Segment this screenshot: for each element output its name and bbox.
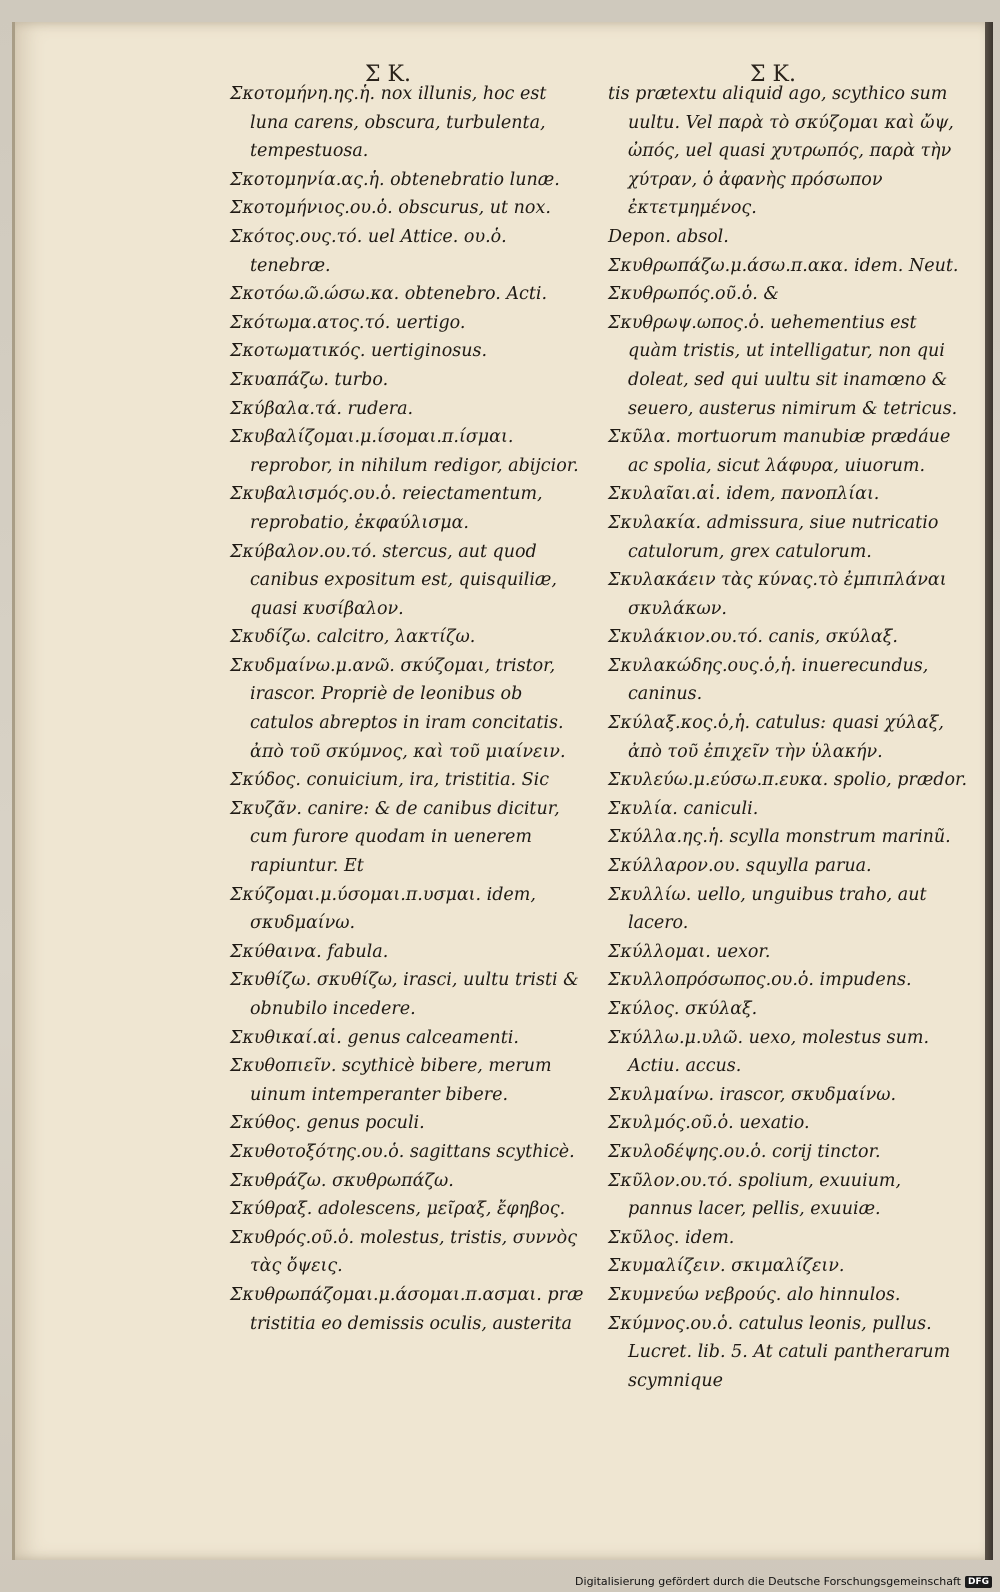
dictionary-entry: Σκυλακώδης.ους.ὁ,ἡ. inuerecundus, caninus. (608, 655, 929, 705)
dictionary-entry: Σκυθοπιεῖν. scythicè bibere, merum uinum intemperanter bibere. (230, 1056, 552, 1105)
right-column (608, 80, 968, 1395)
dictionary-entry: Σκυθρωπός.οῦ.ὁ. & (608, 284, 779, 305)
footer-credit (575, 1575, 992, 1588)
footer-text: Digitalisierung gefördert durch die Deutsche Forschungsgemeinschaft (575, 1575, 961, 1588)
dictionary-entry: Σκοτόω.ῶ.ώσω.κα. obtenebro. Acti. (230, 284, 548, 305)
dictionary-entry: Depon. absol. (608, 226, 729, 247)
dictionary-entry: Σκυθικαί.αἱ. genus calceamenti. (230, 1027, 519, 1048)
dictionary-entry: tis prætextu aliquid ago, scythico sum uultu. Vel παρὰ τὸ σκύζομαι καὶ ὤψ, ὠπός, uel quasi χυτρωπός, παρὰ τὴν χύτραν, ὁ ἀφανὴς πρόσωπον ἐκτετμημένος. (608, 84, 954, 219)
left-column (230, 80, 590, 1338)
dictionary-entry: Σκυμνεύω νεβρούς. alo hinnulos. (608, 1284, 901, 1305)
dictionary-entry: Σκυλακία. admissura, siue nutricatio catulorum, grex catulorum. (608, 512, 939, 562)
dictionary-entry: Σκῦλον.ου.τό. spolium, exuuium, pannus lacer, pellis, exuuiæ. (608, 1170, 902, 1220)
dictionary-entry: Σκυλμαίνω. irascor, σκυδμαίνω. (608, 1084, 897, 1105)
dictionary-entry: Σκύδος. conuicium, ira, tristitia. Sic (230, 770, 550, 791)
dictionary-entry: Σκυλαῖαι.αἱ. idem, πανοπλίαι. (608, 484, 880, 505)
dictionary-entry: Σκότωμα.ατος.τό. uertigo. (230, 312, 466, 333)
dictionary-entry: Σκύλλω.μ.υλῶ. uexo, molestus sum. Actiu. accus. (608, 1027, 930, 1077)
dictionary-entry: Σκύλλα.ης.ἡ. scylla monstrum marinũ. (608, 827, 951, 848)
header-right: Σ K. (750, 62, 796, 87)
dictionary-entry: Σκυθρωπάζομαι.μ.άσομαι.π.ασμαι. præ tristitia eo demissis oculis, austerita (230, 1284, 584, 1334)
dictionary-entry: Σκυλλοπρόσωπος.ου.ὁ. impudens. (608, 970, 912, 991)
dictionary-entry: Σκύλλαρον.ου. squylla parua. (608, 856, 872, 877)
dictionary-entry: Σκυλακάειν τὰς κύνας.τὸ ἐμπιπλάναι σκυλάκων. (608, 570, 947, 619)
dictionary-entry: Σκοτομηνία.ας.ἡ. obtenebratio lunæ. (230, 169, 560, 190)
dictionary-entry: Σκυδμαίνω.μ.ανῶ. σκύζομαι, tristor, irascor. Propriè de leonibus ob catulos abreptos in iram concitatis. ἀπὸ τοῦ σκύμνος, καὶ τοῦ μιαίνειν. (230, 655, 566, 762)
dictionary-entry: Σκυθρωψ.ωπος.ὁ. uehementius est quàm tristis, ut intelligatur, non qui doleat, sed qui uultu sit inamœno & seuero, austerus nimirum & tetricus. (608, 312, 958, 419)
dictionary-entry: Σκύθραξ. adolescens, μεῖραξ, ἔφηβος. (230, 1199, 566, 1220)
dictionary-entry: Σκυθοτοξότης.ου.ὁ. sagittans scythicè. (230, 1141, 575, 1162)
dictionary-entry: Σκῦλος. idem. (608, 1227, 735, 1248)
header-left: Σ K. (365, 62, 411, 87)
dictionary-entry: Σκυλλίω. uello, unguibus traho, aut lacero. (608, 884, 927, 934)
dictionary-entry: Σκύμνος.ου.ὁ. catulus leonis, pullus. Lucret. lib. 5. At catuli pantherarum scymnique (608, 1313, 951, 1391)
dictionary-entry: Σκύθος. genus poculi. (230, 1113, 425, 1134)
dictionary-entry: Σκυλεύω.μ.εύσω.π.ευκα. spolio, prædor. (608, 770, 968, 791)
dictionary-entry: Σκυλοδέψης.ου.ὁ. corij tinctor. (608, 1141, 881, 1162)
dictionary-entry: Σκῦλα. mortuorum manubiæ prædáue ac spolia, sicut λάφυρα, uiuorum. (608, 427, 951, 476)
dictionary-entry: Σκοτομήνιος.ου.ὁ. obscurus, ut nox. (230, 198, 551, 219)
dictionary-entry: Σκοτωματικός. uertiginosus. (230, 341, 488, 362)
dictionary-entry: Σκυβαλισμός.ου.ὁ. reiectamentum, reprobatio, ἐκφαύλισμα. (230, 484, 543, 533)
dfg-logo: DFG (965, 1576, 992, 1588)
dictionary-entry: Σκυθράζω. σκυθρωπάζω. (230, 1170, 454, 1191)
dictionary-entry: Σκυβαλίζομαι.μ.ίσομαι.π.ίσμαι. reprobor, in nihilum redigor, abijcior. (230, 427, 579, 476)
dictionary-entry: Σκυλάκιον.ου.τό. canis, σκύλαξ. (608, 627, 898, 648)
dictionary-entry: Σκυλμός.οῦ.ὁ. uexatio. (608, 1113, 810, 1134)
dictionary-entry: Σκότος.ους.τό. uel Attice. ου.ὁ. tenebræ. (230, 226, 507, 276)
dictionary-entry: Σκυμαλίζειν. σκιμαλίζειν. (608, 1256, 845, 1277)
dictionary-entry: Σκύθαινα. fabula. (230, 941, 389, 962)
dictionary-entry: Σκυθρωπάζω.μ.άσω.π.ακα. idem. Neut. (608, 255, 959, 276)
dictionary-entry: Σκυζᾶν. canire: & de canibus dicitur, cum furore quodam in uenerem rapiuntur. Et (230, 798, 560, 877)
dictionary-entry: Σκυθίζω. σκυθίζω, irasci, uultu tristi & obnubilo incedere. (230, 970, 579, 1019)
dictionary-entry: Σκύζομαι.μ.ύσομαι.π.υσμαι. idem, σκυδμαίνω. (230, 884, 536, 934)
dictionary-entry: Σκοτομήνη.ης.ἡ. nox illunis, hoc est luna carens, obscura, turbulenta, tempestuosa. (230, 84, 547, 162)
dictionary-entry: Σκυθρός.οῦ.ὁ. molestus, tristis, συννὸς τὰς ὄψεις. (230, 1227, 577, 1277)
book-spine-edge (985, 22, 993, 1560)
dictionary-entry: Σκύλλομαι. uexor. (608, 941, 771, 962)
dictionary-entry: Σκύβαλα.τά. rudera. (230, 398, 414, 419)
dictionary-entry: Σκυαπάζω. turbo. (230, 369, 389, 390)
dictionary-entry: Σκύλαξ.κος.ὁ,ἡ. catulus: quasi χύλαξ, ἀπὸ τοῦ ἐπιχεῖν τὴν ὑλακήν. (608, 713, 944, 762)
dictionary-entry: Σκύλος. σκύλαξ. (608, 999, 758, 1019)
dictionary-entry: Σκυλία. caniculi. (608, 798, 759, 819)
dictionary-entry: Σκυδίζω. calcitro, λακτίζω. (230, 627, 476, 648)
dictionary-entry: Σκύβαλον.ου.τό. stercus, aut quod canibus expositum est, quisquiliæ, quasi κυσίβαλον. (230, 541, 557, 619)
